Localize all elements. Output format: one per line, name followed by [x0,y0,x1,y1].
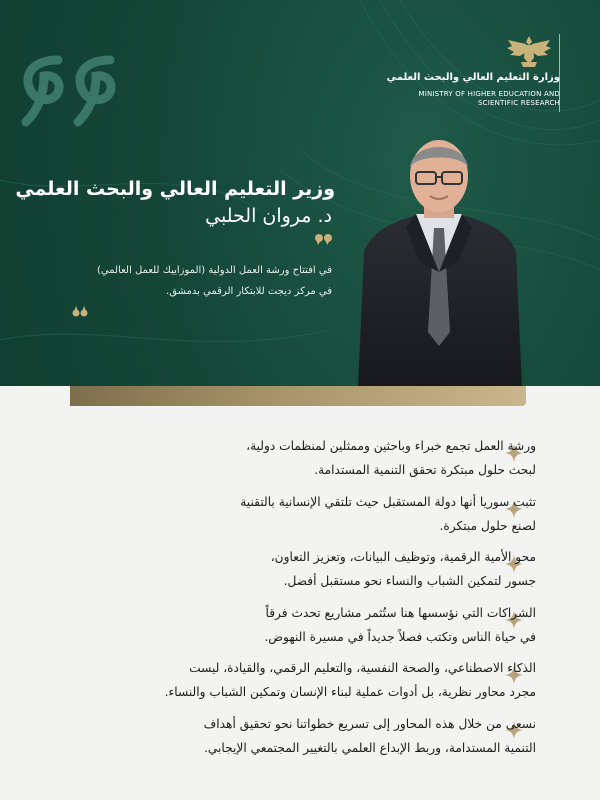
minister-title: وزير التعليم العالي والبحث العلمي [15,178,335,200]
bullet-line: لبحث حلول مبتكرة تحقق التنمية المستدامة. [314,463,536,477]
bullet-line: التنمية المستدامة، وربط الإبداع العلمي بالتغيير المجتمعي الإيجابي. [203,741,536,755]
ministry-name-en-line2: SCIENTIFIC RESEARCH [477,99,560,107]
bullet-item [70,601,536,649]
bullet-item [70,434,536,482]
bullet-line: لصنع حلول مبتكرة. [439,519,536,533]
ministry-name-en [380,90,560,108]
intro-line1: في افتتاح ورشة العمل الدولية (الموزاييك للعمل العالمي) [97,265,332,276]
ministry-name-en-line1: MINISTRY OF HIGHER EDUCATION AND [418,90,560,98]
bullet-line: الذكاء الاصطناعي، والصحة النفسية، والتعليم الرقمي، والقيادة، ليست [189,661,536,675]
bullet-item [70,545,536,593]
bullet-item [70,712,536,760]
bullet-line: تثبت سوريا أنها دولة المستقبل حيث تلتقي الإنسانية بالتقنية [240,495,536,509]
bullet-item [70,490,536,538]
quote-open-icon [314,232,334,246]
bullet-line: ورشة العمل تجمع خبراء وباحثين وممثلين لمنظمات دولية، [246,439,536,453]
ministry-name-ar: وزارة التعليم العالي والبحث العلمي [386,72,560,83]
bullet-line: جسور لتمكين الشباب والنساء نحو مستقبل أفضل. [283,574,536,588]
bullet-line: في حياة الناس وتكتب فصلاً جديداً في مسيرة النهوض. [264,630,536,644]
bullet-item [70,656,536,704]
bullet-line: محو الأمية الرقمية، وتوظيف البيانات، وتعزيز التعاون، [270,550,536,564]
intro-line2: في مركز ديجت للابتكار الرقمي بدمشق. [166,286,332,297]
minister-name: د. مروان الحلبي [205,205,332,227]
gold-divider-bar [70,386,526,406]
minister-portrait [350,132,528,388]
quote-close-icon [72,306,88,318]
quote-mark-icon [10,38,120,128]
eagle-emblem-icon [506,32,552,72]
bullet-line: الشراكات التي نؤسسها هنا ستُثمر مشاريع تحدث فرقاً [265,606,536,620]
bullet-line: مجرد محاور نظرية، بل أدوات عملية لبناء الإنسان وتمكين الشباب والنساء. [164,685,536,699]
intro-text [32,260,332,302]
bullet-line: نسعى من خلال هذه المحاور إلى تسريع خطواتنا نحو تحقيق أهداف [203,717,536,731]
